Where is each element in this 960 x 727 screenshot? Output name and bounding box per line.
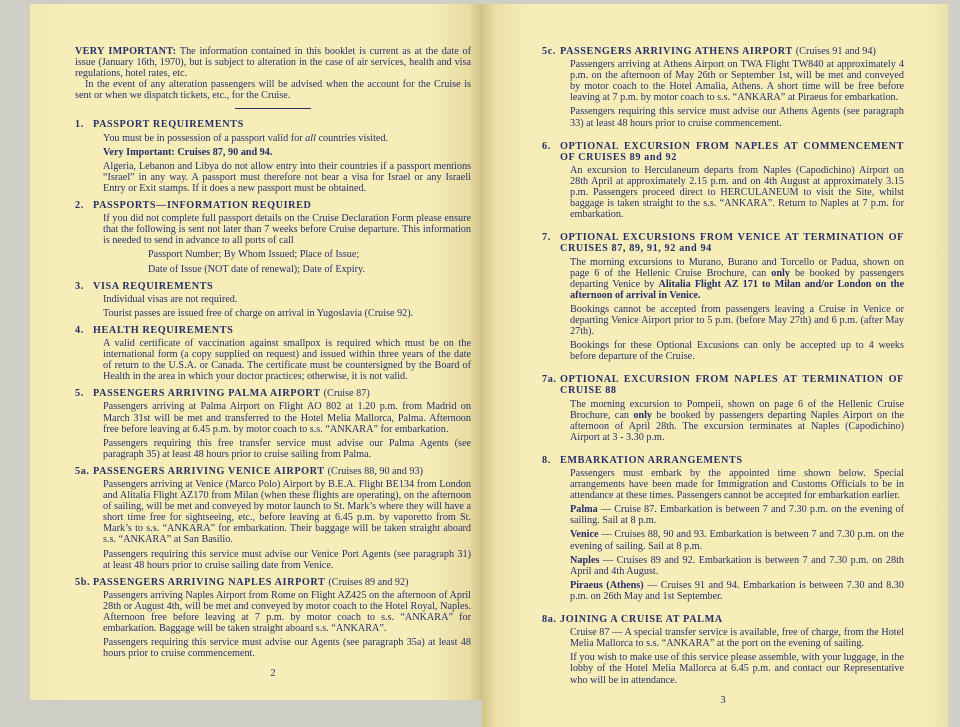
text: You must be in possession of a passport valid for: [103, 132, 306, 144]
section-number: 6.: [542, 140, 551, 152]
paragraph: [103, 479, 471, 546]
text: — Cruise 87. Embarkation is between 7 and 7.30 p.m. on the evening of sailing. Sail at 8 p.m.: [570, 504, 904, 527]
section-body: [570, 59, 904, 129]
text: Passengers arriving at Venice (Marco Polo) Airport by B.E.A. Flight BE134 from London and Alitalia Flight AZ170 from Milan (when these flights are operating), on the afternoon of sailing, will be met and conveyed by motor launch to St. Mark’s where they will have a short time free for sightseeing, etc., before leaving at 6.45 p.m. by vaporetto from St. Mark’s to s.s. “ANKARA” for embarkation. Their baggage will be taken straight aboard s.s. “ANKARA” at San Basilio.: [103, 479, 471, 546]
section: [542, 141, 904, 221]
paragraph: [570, 580, 904, 602]
required-detail-line: Passport Number; By Whom Issued; Place of Issue;: [148, 249, 360, 261]
text: Bookings for these Optional Excusions can only be accepted up to 4 weeks before departure of the Cruise.: [570, 340, 904, 363]
text: Algeria, Lebanon and Libya do not allow entry into their countries if a passport mentions “Israel” in any way. A passport must therefore not bear a visa for Israel or any Israeli Entry or Exit stamps. If it does a new passport must be obtained.: [103, 160, 471, 194]
text: Passengers requiring this service must advise our Venice Port Agents (see paragraph 31) at least 48 hours prior to cruise sailing date from Venice.: [103, 548, 471, 571]
bold-text: Piraeus (Athens): [570, 579, 644, 591]
section-title-text: OPTIONAL EXCURSION FROM NAPLES AT TERMINATION OF CRUISE 88: [560, 374, 904, 397]
paragraph: [103, 637, 471, 659]
right-page: [482, 4, 948, 727]
section-heading: [542, 614, 904, 625]
notice-text-2: In the event of any alteration passengers will be advised when the account for the Cruise is sent or when we dispatch tickets, etc., for the Cruise.: [75, 79, 471, 102]
section: [75, 281, 471, 319]
section-title-text: OPTIONAL EXCURSIONS FROM VENICE AT TERMINATION OF CRUISES 87, 89, 91, 92 and 94: [560, 232, 904, 255]
section-title-text: PASSENGERS ARRIVING VENICE AIRPORT: [93, 465, 325, 477]
section-title: [93, 466, 471, 477]
section-heading: [542, 232, 904, 254]
text: — Cruises 88, 90 and 93. Embarkation is between 7 and 7.30 p.m. on the evening of sailing. Sail at 8 p.m.: [570, 529, 904, 552]
section-heading: [75, 119, 471, 130]
section-heading: [542, 46, 904, 57]
paragraph: [570, 340, 904, 362]
text: The morning excursions to Murano, Burano and Torcello or Padua, shown on page 6 of the Hellenic Cruise Brochure, can: [570, 256, 904, 279]
required-details-list: [148, 249, 471, 274]
paragraph: [570, 304, 904, 337]
bold-text: Naples: [570, 554, 600, 566]
section-heading: [542, 141, 904, 163]
text: If you wish to make use of this service please assemble, with your luggage, in the lobby of the Hotel Melia Mallorca at 6.45 p.m. and contact our Representative who will be in attendance.: [570, 652, 904, 686]
section-number: 5c.: [542, 46, 556, 57]
text: Passengers arriving at Palma Airport on Flight AO 802 at 1.20 p.m. from Madrid on March 31st will be met and transferred to the Hotel Melia Mallorca, Palma. Afternoon free before leaving at 6.45 p.m. by motor coach to s.s. “ANKARA” for embarkation.: [103, 401, 471, 435]
section-cruise-note: (Cruises 91 and 94): [795, 46, 876, 57]
paragraph: [103, 401, 471, 434]
paragraph: [103, 338, 471, 382]
section-heading: [75, 577, 471, 588]
paragraph: [103, 438, 471, 460]
italic-text: all: [305, 132, 316, 144]
section-title: [560, 374, 904, 396]
paragraph: [570, 106, 904, 128]
section-body: [103, 401, 471, 459]
text: Bookings cannot be accepted from passengers leaving a Cruise in Venice or departing Venice Airport prior to 5 p.m. (before May 27th) and 6 p.m. (after May 27th).: [570, 303, 904, 338]
bold-text: only: [633, 409, 652, 421]
section-cruise-note: (Cruises 89 and 92): [328, 576, 409, 588]
section-cruise-note: (Cruise 87): [323, 388, 370, 400]
notice-lead: VERY IMPORTANT:: [75, 46, 177, 57]
section-heading: [75, 281, 471, 292]
section-heading: [75, 466, 471, 477]
section-body: [570, 627, 904, 685]
left-page: [30, 4, 482, 700]
text: be booked by passengers departing Naples Airport on the afternoon of April 28th. The excursion terminates at Naples (Capodichino) Airport at 3 - 3.30 p.m.: [570, 409, 904, 443]
section-number: 3.: [75, 280, 84, 292]
text: Individual visas are not required.: [103, 293, 238, 305]
section-title-text: EMBARKATION ARRANGEMENTS: [560, 454, 743, 466]
section-number: 7.: [542, 232, 551, 244]
section: [75, 388, 471, 460]
text: A valid certificate of vaccination against smallpox is required which must be on the international form (a copy supplied on request) and issued within three years of the date of return to the U.S.A. or Canada. The certificate must be countersigned by the Board of Health in the area in which your doctor practices; otherwise, it is not valid.: [103, 337, 471, 383]
section-cruise-note: (Cruises 88, 90 and 93): [327, 465, 423, 477]
section-number: 5a.: [75, 465, 90, 477]
paragraph: [570, 529, 904, 551]
text: Passengers requiring this free transfer service must advise our Palma Agents (see paragraph 35) at least 48 hours prior to cruise sailing from Palma.: [103, 437, 471, 460]
section: [75, 119, 471, 194]
paragraph: [570, 165, 904, 220]
paragraph: [570, 504, 904, 526]
section: [542, 46, 904, 129]
section-number: 8a.: [542, 614, 557, 626]
section-heading: [75, 200, 471, 211]
text: be booked by passengers departing Venice by: [570, 267, 904, 290]
section-heading: [75, 325, 471, 336]
paragraph: [103, 590, 471, 634]
section-title: [93, 119, 471, 130]
paragraph: [103, 161, 471, 194]
section: [542, 614, 904, 686]
text: If you did not complete full passport details on the Cruise Declaration Form please ensure that the following is sent not later than 7 weeks before Cruise departure. This information is needed to send in advance to all ports of call: [103, 213, 471, 247]
paragraph: [570, 627, 904, 649]
section: [75, 577, 471, 660]
section-title-text: PASSENGERS ARRIVING NAPLES AIRPORT: [93, 576, 326, 588]
right-sections: [542, 46, 904, 686]
section-number: 7a.: [542, 374, 557, 386]
section-heading: [75, 388, 471, 399]
page-number: 2: [270, 668, 276, 680]
divider: [235, 108, 311, 109]
section-title: [93, 325, 471, 336]
paragraph: [570, 555, 904, 577]
page-number: 3: [720, 694, 726, 706]
section: [542, 374, 904, 443]
section: [542, 232, 904, 362]
required-detail-line: Date of Issue (NOT date of renewal); Date of Expiry.: [148, 263, 365, 275]
text: Cruise 87 — A special transfer service is available, free of charge, from the Hotel Melia Mallorca to s.s. “ANKARA” at the port on the evening of sailing.: [570, 627, 904, 650]
text: — Cruises 91 and 94. Embarkation is between 7.30 and 8.30 p.m. on 26th May and 1st September.: [570, 579, 904, 602]
text: Tourist passes are issued free of charge on arrival in Yugoslavia (Cruise 92).: [103, 307, 414, 319]
paragraph: [103, 294, 471, 305]
section-body: [103, 338, 471, 382]
section-title: [560, 455, 904, 466]
important-notice: [75, 46, 471, 101]
left-page-content: [75, 46, 471, 700]
section-body: [570, 257, 904, 363]
text: Passengers requiring this service must advise our Athens Agents (see paragraph 33) at least 48 hours prior to cruise commencement.: [570, 106, 904, 129]
text: countries visited.: [315, 132, 389, 144]
paragraph: [103, 549, 471, 571]
bold-text: Palma: [570, 504, 598, 516]
section-number: 4.: [75, 324, 84, 336]
section-body: [570, 468, 904, 602]
section: [75, 325, 471, 382]
section-body: [103, 479, 471, 571]
section-body: [103, 133, 471, 194]
section: [542, 455, 904, 602]
section-title: [560, 614, 904, 625]
section-number: 8.: [542, 454, 551, 466]
section-body: [570, 165, 904, 220]
paragraph: [103, 213, 471, 246]
section-title: [560, 232, 904, 254]
section-title-text: HEALTH REQUIREMENTS: [93, 324, 234, 336]
section-heading: [542, 374, 904, 396]
paragraph: [570, 468, 904, 501]
section-body: [103, 294, 471, 319]
text: The morning excursion to Pompeii, shown on page 6 of the Hellenic Cruise Brochure, can: [570, 398, 904, 421]
paragraph: [103, 133, 471, 144]
section-title: [93, 388, 471, 399]
section: [75, 200, 471, 275]
section-body: [103, 213, 471, 274]
section: [75, 466, 471, 571]
section-title-text: PASSPORT REQUIREMENTS: [93, 119, 244, 131]
section-title: [93, 200, 471, 211]
section-title: [560, 141, 904, 163]
section-title-text: JOINING A CRUISE AT PALMA: [560, 614, 723, 626]
section-title-text: OPTIONAL EXCURSION FROM NAPLES AT COMMENCEMENT OF CRUISES 89 and 92: [560, 140, 904, 163]
right-page-content: [542, 46, 904, 727]
text: Passengers must embark by the appointed time shown below. Special arrangements have been made for Immigration and Customs Officials to be in attendance at these times. Passengers cannot be accepted for embarkation earlier.: [570, 468, 904, 502]
section-body: [103, 590, 471, 660]
bold-text: Venice: [570, 529, 599, 541]
paragraph: [570, 652, 904, 685]
section-title-text: VISA REQUIREMENTS: [93, 280, 214, 292]
section-title: [93, 281, 471, 292]
section-number: 1.: [75, 119, 84, 131]
bold-text: Very Important: Cruises 87, 90 and 94.: [103, 146, 273, 158]
text: An excursion to Herculaneum departs from Naples (Capodichino) Airport on 28th April at approximately 2.15 p.m. and on 4th August at approximately 3.15 p.m. Passengers proceed direct to HERCULANEUM to visit the Site, whilst baggage is taken straight to the s.s. “ANKARA”. Return to Naples at 7 p.m. for embarkation.: [570, 164, 904, 221]
paragraph: [103, 147, 471, 158]
text: Passengers requiring this service must advise our Agents (see paragraph 35a) at least 48 hours prior to cruise commencement.: [103, 637, 471, 660]
section-body: [570, 399, 904, 443]
section-title-text: PASSENGERS ARRIVING PALMA AIRPORT: [93, 388, 321, 400]
section-number: 2.: [75, 200, 84, 212]
section-title-text: PASSPORTS—INFORMATION REQUIRED: [93, 200, 312, 212]
section-number: 5.: [75, 388, 84, 400]
paragraph: [570, 257, 904, 301]
section-title-text: PASSENGERS ARRIVING ATHENS AIRPORT: [560, 46, 793, 57]
paragraph: [103, 308, 471, 319]
section-title: [560, 46, 904, 57]
paragraph: [570, 59, 904, 103]
notice-text: The information contained in this booklet is current as at the date of issue (January 16th, 1970), but is subject to alteration in the case of air services, health and visa regulations, hotel rates, etc.: [75, 46, 471, 80]
text: Passengers arriving at Athens Airport on TWA Flight TW840 at approximately 4 p.m. on the afternoon of May 26th or September 1st, will be met and conveyed by motor coach to the Hotel Amalia, Athens. A short time will be free before leaving at 7 p.m. by motor coach to s.s. “ANKARA” at Piraeus for embarkation.: [570, 59, 904, 104]
text: — Cruises 89 and 92. Embarkation is between 7 and 7.30 p.m. on 28th April and 4th August.: [570, 554, 904, 577]
left-sections: [75, 119, 471, 659]
text: Passengers arriving Naples Airport from Rome on Flight AZ425 on the afternoon of April 28th or August 4th, will be met and conveyed by motor coach to the Hotel Royal, Naples. Afternoon free before leaving at 7 p.m. by motor coach to s.s. “ANKARA” for embarkation. Baggage will be taken straight aboard s.s. “ANKARA”.: [103, 589, 471, 635]
section-heading: [542, 455, 904, 466]
section-number: 5b.: [75, 576, 91, 588]
paragraph: [570, 399, 904, 443]
bold-text: only: [771, 267, 790, 279]
bold-text: Alitalia Flight AZ 171 to Milan and/or London on the afternoon of arrival in Venice.: [570, 278, 904, 301]
section-title: [93, 577, 471, 588]
